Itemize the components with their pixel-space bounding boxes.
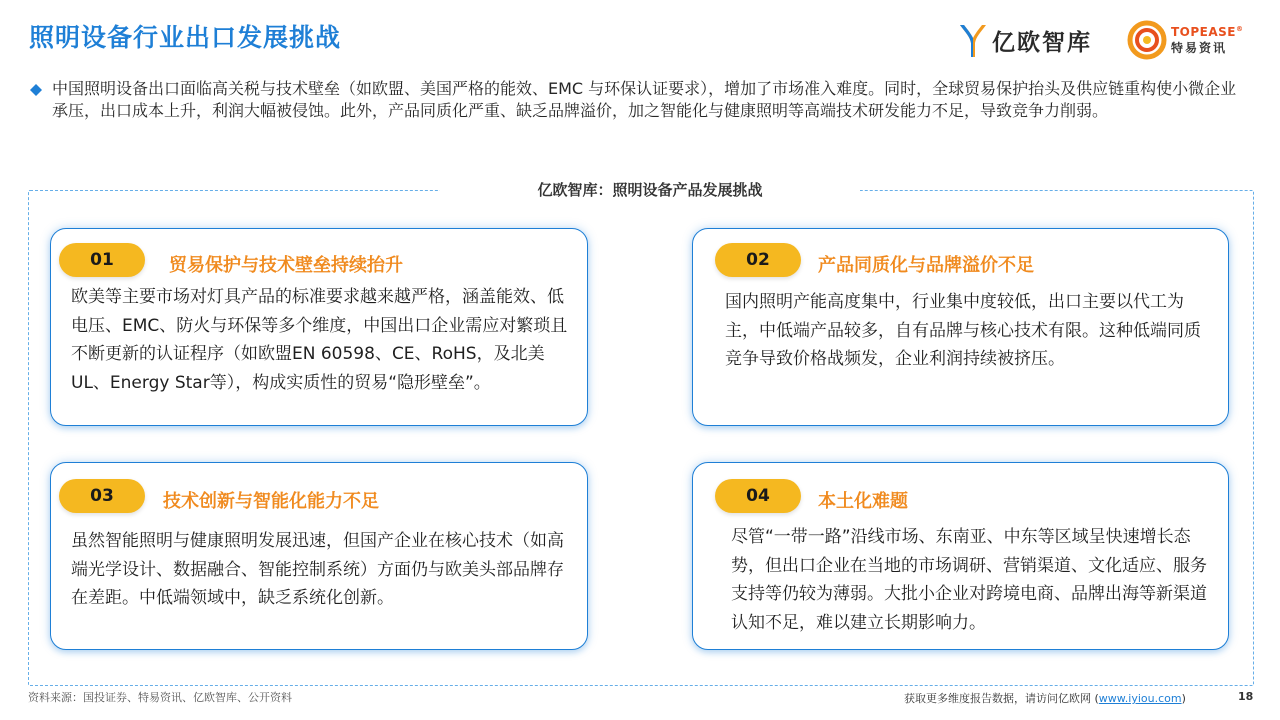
yiou-logo-text: 亿欧智库	[992, 29, 1092, 56]
card-title: 贸易保护与技术壁垒持续抬升	[169, 255, 403, 276]
source-note: 资料来源：国投证券、特易资讯、亿欧智库、公开资料	[28, 691, 292, 704]
intro-text: 中国照明设备出口面临高关税与技术壁垒（如欧盟、美国严格的能效、EMC 与环保认证要求），增加了市场准入难度。同时，全球贸易保护抬头及供应链重构使小微企业承压，出口成本上升，利润大幅被侵蚀。此外，产品同质化严重、缺乏品牌溢价，加之智能化与健康照明等高端技术研发能力不足，导致竞争力削弱。	[52, 79, 1237, 120]
iyiou-link[interactable]: www.iyiou.com	[1098, 692, 1182, 705]
card-body: 国内照明产能高度集中，行业集中度较低，出口主要以代工为主，中低端产品较多，自有品牌与核心技术有限。这种低端同质竞争导致价格战频发，企业利润持续被挤压。	[725, 292, 1201, 369]
more-reports-note: 获取更多维度报告数据，请访问亿欧网 (www.iyiou.com)	[904, 692, 1186, 705]
challenge-card-3	[50, 462, 588, 650]
card-body: 虽然智能照明与健康照明发展迅速，但国产企业在核心技术（如高端光学设计、数据融合、智能控制系统）方面仍与欧美头部品牌存在差距。中低端领域中，缺乏系统化创新。	[71, 531, 564, 608]
card-body: 尽管“一带一路”沿线市场、东南亚、中东等区域呈快速增长态势，但出口企业在当地的市场调研、营销渠道、文化适应、服务支持等仍较为薄弱。大批小企业对跨境电商、品牌出海等新渠道认知不足，难以建立长期影响力。	[731, 527, 1207, 633]
intro-paragraph	[30, 78, 1245, 122]
topease-logo	[1127, 20, 1244, 60]
panel-title: 亿欧智库：照明设备产品发展挑战	[440, 178, 860, 202]
yiou-logo-icon	[958, 21, 988, 59]
challenge-card-4	[692, 462, 1229, 650]
yiou-logo	[958, 20, 1092, 60]
card-title: 产品同质化与品牌溢价不足	[818, 255, 1034, 276]
topease-logo-icon	[1127, 20, 1167, 60]
card-number-badge: 03	[59, 479, 145, 513]
page-number: 18	[1238, 690, 1254, 703]
page-title: 照明设备行业出口发展挑战	[29, 23, 342, 52]
card-number-badge: 02	[715, 243, 801, 277]
card-title: 本土化难题	[818, 491, 908, 512]
card-number-badge: 01	[59, 243, 145, 277]
card-title: 技术创新与智能化能力不足	[163, 491, 379, 512]
challenge-card-1	[50, 228, 588, 426]
diamond-bullet-icon	[30, 78, 52, 100]
topease-logo-cn: 特易资讯	[1171, 41, 1228, 55]
card-body: 欧美等主要市场对灯具产品的标准要求越来越严格，涵盖能效、低电压、EMC、防火与环保等多个维度，中国出口企业需应对繁琐且不断更新的认证程序（如欧盟EN 60598、CE、RoHS，及北美UL、Energy Star等），构成实质性的贸易“隐形壁垒”。	[71, 287, 568, 393]
challenge-card-2	[692, 228, 1229, 426]
topease-logo-en: TOPEASE®	[1171, 25, 1244, 39]
card-number-badge: 04	[715, 479, 801, 513]
